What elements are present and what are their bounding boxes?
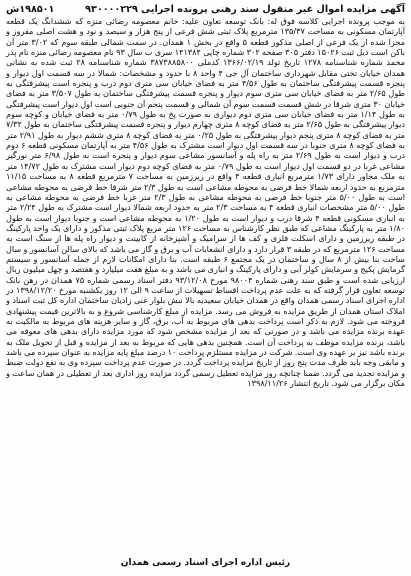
- notice-header: [6, 4, 405, 15]
- file-number: ۱۹۸۵۰۱ش: [6, 4, 55, 15]
- notice-body: به موجب پرونده اجرایی کلاسه فوق له: بانک توسعه تعاون علیه: خانم معصومه رضائی منزه که ششدانگ یک قطعه آپارتمان مسکونی به مساحت ۱۳۵/۳۷ مترمربع پلاک ثبتی شش فرعی از پنج هزار و سیصد و نود و هشت اصلی مفروز و مجزا شده از یک فرعی از اصلی مذکور قطعه ۵ واقع در بخش ۱ همدان. در سمت شمالی طبقه سوم که ۳/۰۲ متر آن باکن است ذیل ثبت ۱۵۰۲۶ دفتر ۳۰۵ صفحه ۳۰۲ شماره چاپی ۱۴۱۳۸۴ سری ب سال ۹۳ نام معصومه رضائی منزه نام پدر محمد شماره شناسنامه ۱۲۷۸ تاریخ تولد ۱۳۶۶/۰۲/۱۹ کدملی ۳۸۷۳۸۸۵۸۰۰ شماره شناسنامه ۲۸ ثبت شده به نشانی همدان خیابان تختی مقابل شهرداری ساختمان آل جی ۴ واحد ۸ با حدود و مشخصات: شمالا در سه قسمت اول دیوار و پنجره قسمت پیشرفتگی ساختمان به طول ۴/۵۶ متر به فضای خیابان سی متری دوم درب و پنجره است پیشرفتگی به طول ۲/۶۵ متر به فضای خیابان سی متری سوم دیوار و پنجره قسمت پیشرفتگی ساختمان به طول ۳/۵۰۷ متر به فضای خیابان ۳۰ متری شرقا در شش قسمت قسمت سوم آن شمالی و قسمت پنجم آن جنوبی است اول دیوار است پیشرفتگی به طول ۱/۱۴ متر به فضای خیابان سی متری دوم دیواری به صورت پخ به طول ۰/۷۹ متر به فضای خیابان و کوچه سوم دیوار پیشرفتگی به طول ۲/۶۵ متر به فضای کوچه ۸ متری چهارم دیوار و پنجره قسمت پیشرفتگی ساختمان به طول ۷/۳۲ متر به فضای کوچه ۸ متری پنجم دیوار پیشرفتگی به طول ۰/۲۵ متر به فضای کوچه ۸ متری ششم دیوار به طول ۲/۹۱ متر به فضای کوچه ۸ متری جنوبا در سه قسمت اول دیوار است مشترک به طول ۴/۵۶ متر به آپارتمان مسکونی قطعه ۶ دوم درب و دیوار است به طول ۲/۶۹ متر به راه پله و آسانسور مشاعی سوم دیوار و پنجره است به طول ۶/۹۸ متر نورگیر مشاعی غربا در دو قسمت اول دیوار است به طول ۰/۷۹ متر به فضای کوچه دوم دیوار است مشترک به طول ۱۴/۷۲ متر به ملک مجاور دارای ۱/۷۳ مترمربع انباری قطعه ۴ واقع در زیرزمین به مساحت ۷ مترمربع قطعه ۸ به مساحت ۱۱/۱۵ مترمربع به حدود اربعه شمالا خط فرضی به محوطه مشاعی است به طول ۲/۳ متر شرقا خط فرضی به محوطه مشاعی است به طول ۵/۰۰ متر جنوبا خط فرضی به محوطه مشاعی به طول ۲/۳ متر غربا خط فرضی به محوطه مشاعی به طول ۵/۰۰ متر مشخصات انباری قطعه ۴ به مساحت ۲/۳ متر به حدود اربعه شمالا دیوار است مشترک به طول ۲/۲۴ متر به انباری مسکونی قطعه ۴ شرقا درب و دیوار است به طول ۱/۲۰ به محوطه مشاعی است و جنوبا دیوار است به طول ۱/۸۰ متر به پارکینگ مشاعی که طبق نظر کارشناس به مساحت ۱۲۶ متر مربع پلاک ثبتی مذکور و دارای یک واحد پارکینگ در طبقه زیرزمین و دارای اسکلت فلزی و کف ها از سرامیک و آشپزخانه از کابینت و دیوار راه پله ها از سنگ است به مساحت ۱۲۶ مترمربع که در طبقه ۳ قرار دارد و دارای انشعابات آب و برق و گاز می باشد که بالای سالن آسانسور و سال ساخت بنا بیش از ۸ سال و ساختمان در یک مجتمع ۶ طبقه است. بنا دارای امکانات لازم از جمله آسانسور و سیستم گرمایش پکیج و سرمایش کولر آبی و دارای پارکینگ و انباری می باشد و به مبلغ هفت میلیارد و هفتصد و چهل میلیون ریال ارزیابی شده است و طبق سند رهنی شماره ۹۸۰۰۴ مورخ ۹۳/۱۲/۰۸ دفتر اسناد رسمی شماره ۷۵ همدان در رهن بانک توسعه تعاون قرار گرفته که به علت عدم پرداخت اقساط تسهیلات از ساعت ۹ الی ۱۲ روز یکشنبه مورخ ۱۳۹۸/۱۲/۲۰ در اداره اجرای اسناد رسمی همدان واقع در همدان خیابان سعیدیه بالا نبش بلوار غنی زادیان ساختمان اداره کل ثبت اسناد و املاک استان همدان از طریق مزایده به فروش می رسد. مزایده از مبلغ کارشناسی شروع و به بالاترین قیمت پیشنهادی فروخته می شود. لازم به ذکر است پرداخت بدهی های مربوط به آب، برق، گاز و سایر هزینه های مربوط به مالکیت به عهده برنده مزایده می باشد و در صورتی که بعد از مزایده مشخص شود که مورد مزایده دارای بدهی های معوقه می باشد، برنده مزایده موظف به پرداخت آن است. همچنین بدهی هایی که مربوط به بعد از مزایده و قبل از تحویل ملک به برنده باشد نیز بر عهده وی است. شرکت در مزایده مستلزم پرداخت ۱۰ درصد مبلغ پایه مزایده به عنوان سپرده می باشد و مابقی وجه باید ظرف مدت پنج روز از تاریخ مزایده پرداخت گردد. در صورت عدم پرداخت سپرده وی به نفع دولت ضبط و مزایده تجدید می گردد. ضمنا چنانچه روز مزایده تعطیل رسمی گردد مزایده روز اداری بعد از تعطیلی در همان ساعت و مکان برگزار می شود. تاریخ انتشار ۱۳۹۸/۱۱/۲۶: [6, 16, 406, 389]
- notice-signature: رئیس اداره اجرای اسناد رسمی همدان: [120, 557, 291, 568]
- notice-title: آگهی مزایده اموال غیر منقول سند رهنی پرونده اجرایی ۹۳۰۰۰۰۲۲۹: [85, 4, 405, 15]
